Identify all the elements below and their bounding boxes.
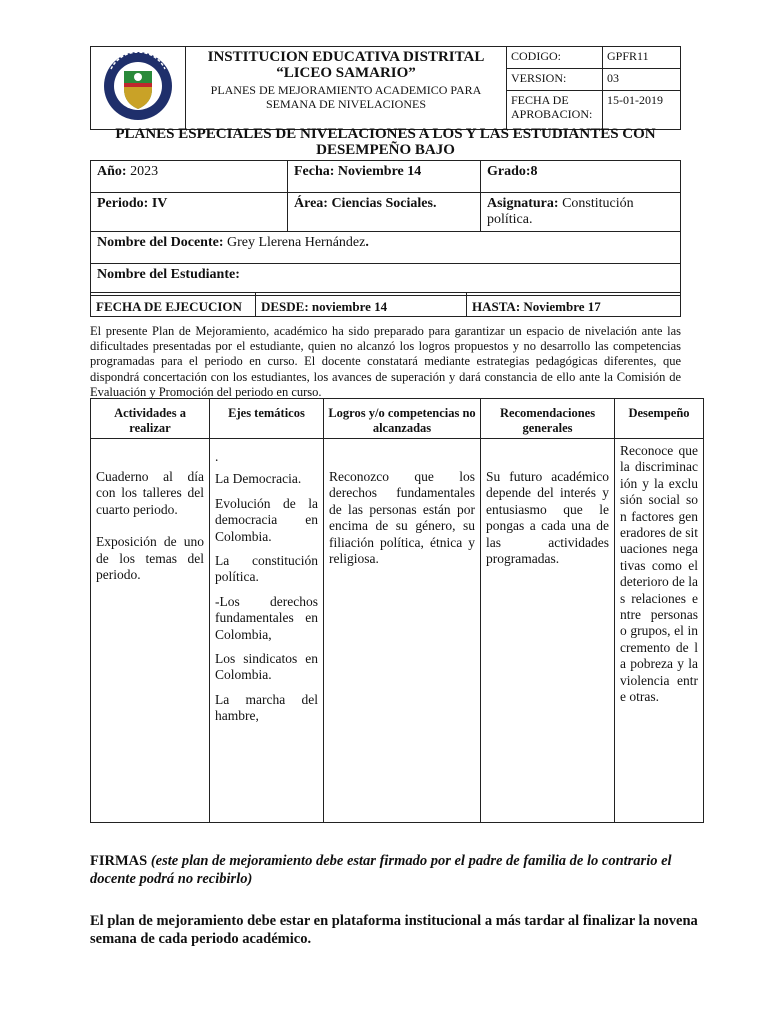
- anio-cell: [91, 161, 288, 193]
- ejes-marker: .: [215, 449, 219, 464]
- recomendaciones-cell: Su futuro académico depende del interés y entusiasmo que le pongas a cada una de las actividades programadas.: [481, 439, 615, 823]
- anio-label: Año:: [97, 164, 127, 179]
- codigo-label: CODIGO:: [507, 47, 603, 69]
- actividad-item: Cuaderno al día con los talleres del cuarto periodo.: [96, 469, 204, 517]
- execution-label: FECHA DE EJECUCION: [91, 293, 256, 317]
- desempeno-cell: Reconoce que la discriminación y la exclusión social son factores generadores de situaciones negativas como el deterioro de las relaciones entre personas o grupos, el incremento de la pobreza y la violencia entre otras.: [615, 439, 704, 823]
- fecha-aprobacion-value: 15-01-2019: [603, 91, 681, 130]
- asignatura-label: Asignatura:: [487, 196, 559, 211]
- header-logros: Logros y/o competencias no alcanzadas: [324, 399, 481, 439]
- area-cell: Área: Ciencias Sociales.: [288, 193, 481, 232]
- actividades-cell: [91, 439, 210, 823]
- school-name: “LICEO SAMARIO”: [276, 65, 416, 81]
- institution-cell: [186, 47, 507, 130]
- header-ejes: Ejes temáticos: [210, 399, 324, 439]
- eje-item: Evolución de la democracia en Colombia.: [215, 495, 318, 544]
- version-value: 03: [603, 69, 681, 91]
- intro-paragraph: El presente Plan de Mejoramiento, académico ha sido preparado para garantizar un espacio de nivelación ante las dificultades presentadas por el estudiante, quien no alcanzó los logros propuestos y no desarrollo las competencias programadas para el periodo en curso. El docente constatará mediante estrategias pedagógicas diferentes, que dispondrá concertación con los estudiantes, los avances de superación y dará constancia de ello ante la Comisión de Evaluación y Promoción del periodo en curso.: [90, 324, 681, 399]
- eje-item: La marcha del hambre,: [215, 691, 318, 724]
- info-table: [90, 160, 681, 296]
- execution-hasta: HASTA: Noviembre 17: [467, 293, 681, 317]
- activities-table: [90, 398, 704, 823]
- firmas-note: [90, 852, 704, 888]
- document-header: [90, 46, 681, 130]
- eje-item: -Los derechos fundamentales en Colombia,: [215, 593, 318, 642]
- eje-item: La constitución política.: [215, 553, 318, 585]
- estudiante-cell: Nombre del Estudiante:: [91, 264, 681, 296]
- codigo-value: GPFR11: [603, 47, 681, 69]
- main-title: PLANES ESPECIALES DE NIVELACIONES A LOS Y LAS ESTUDIANTES CON DESEMPEÑO BAJO: [115, 126, 656, 158]
- fecha-cell: Fecha: Noviembre 14: [288, 161, 481, 193]
- header-recomendaciones: Recomendaciones generales: [481, 399, 615, 439]
- version-label: VERSION:: [507, 69, 603, 91]
- eje-item: La Democracia.: [215, 471, 302, 487]
- actividad-item: Exposición de uno de los temas del periodo.: [96, 534, 204, 583]
- anio-value: 2023: [130, 164, 159, 179]
- plan-title: PLANES DE MEJORAMIENTO ACADEMICO PARA SEMANA DE NIVELACIONES: [210, 83, 482, 111]
- header-desempeno: Desempeño: [615, 399, 704, 439]
- docente-label: Nombre del Docente:: [97, 235, 224, 250]
- institution-name: INSTITUCION EDUCATIVA DISTRITAL: [207, 49, 485, 65]
- asignatura-cell: [481, 193, 681, 232]
- fecha-aprobacion-label: FECHA DE APROBACION:: [507, 91, 603, 130]
- execution-table: [90, 292, 681, 317]
- execution-desde: DESDE: noviembre 14: [256, 293, 467, 317]
- logo-cell: [91, 47, 186, 130]
- asignatura-value: Constitución política.: [487, 196, 634, 227]
- docente-cell: Nombre del Docente: Grey Llerena Hernández.: [91, 232, 681, 264]
- firmas-label: FIRMAS: [90, 853, 148, 869]
- ejes-cell: [210, 439, 324, 823]
- grado-cell: Grado:8: [481, 161, 681, 193]
- deadline-note: El plan de mejoramiento debe estar en plataforma institucional a más tardar al finalizar la novena semana de cada periodo académico.: [90, 913, 698, 947]
- docente-value: Grey Llerena Hernández: [227, 235, 366, 250]
- logros-cell: Reconozco que los derechos fundamentales de las personas están por encima de su género, su filiación política, étnica y religiosa.: [324, 439, 481, 823]
- firmas-instruction: (este plan de mejoramiento debe estar firmado por el padre de familia de lo contrario el docente podrá no recibirlo): [90, 853, 672, 887]
- school-logo: [91, 47, 185, 125]
- periodo-cell: Periodo: IV: [91, 193, 288, 232]
- header-actividades: Actividades a realizar: [91, 399, 210, 439]
- eje-item: Los sindicatos en Colombia.: [215, 651, 318, 683]
